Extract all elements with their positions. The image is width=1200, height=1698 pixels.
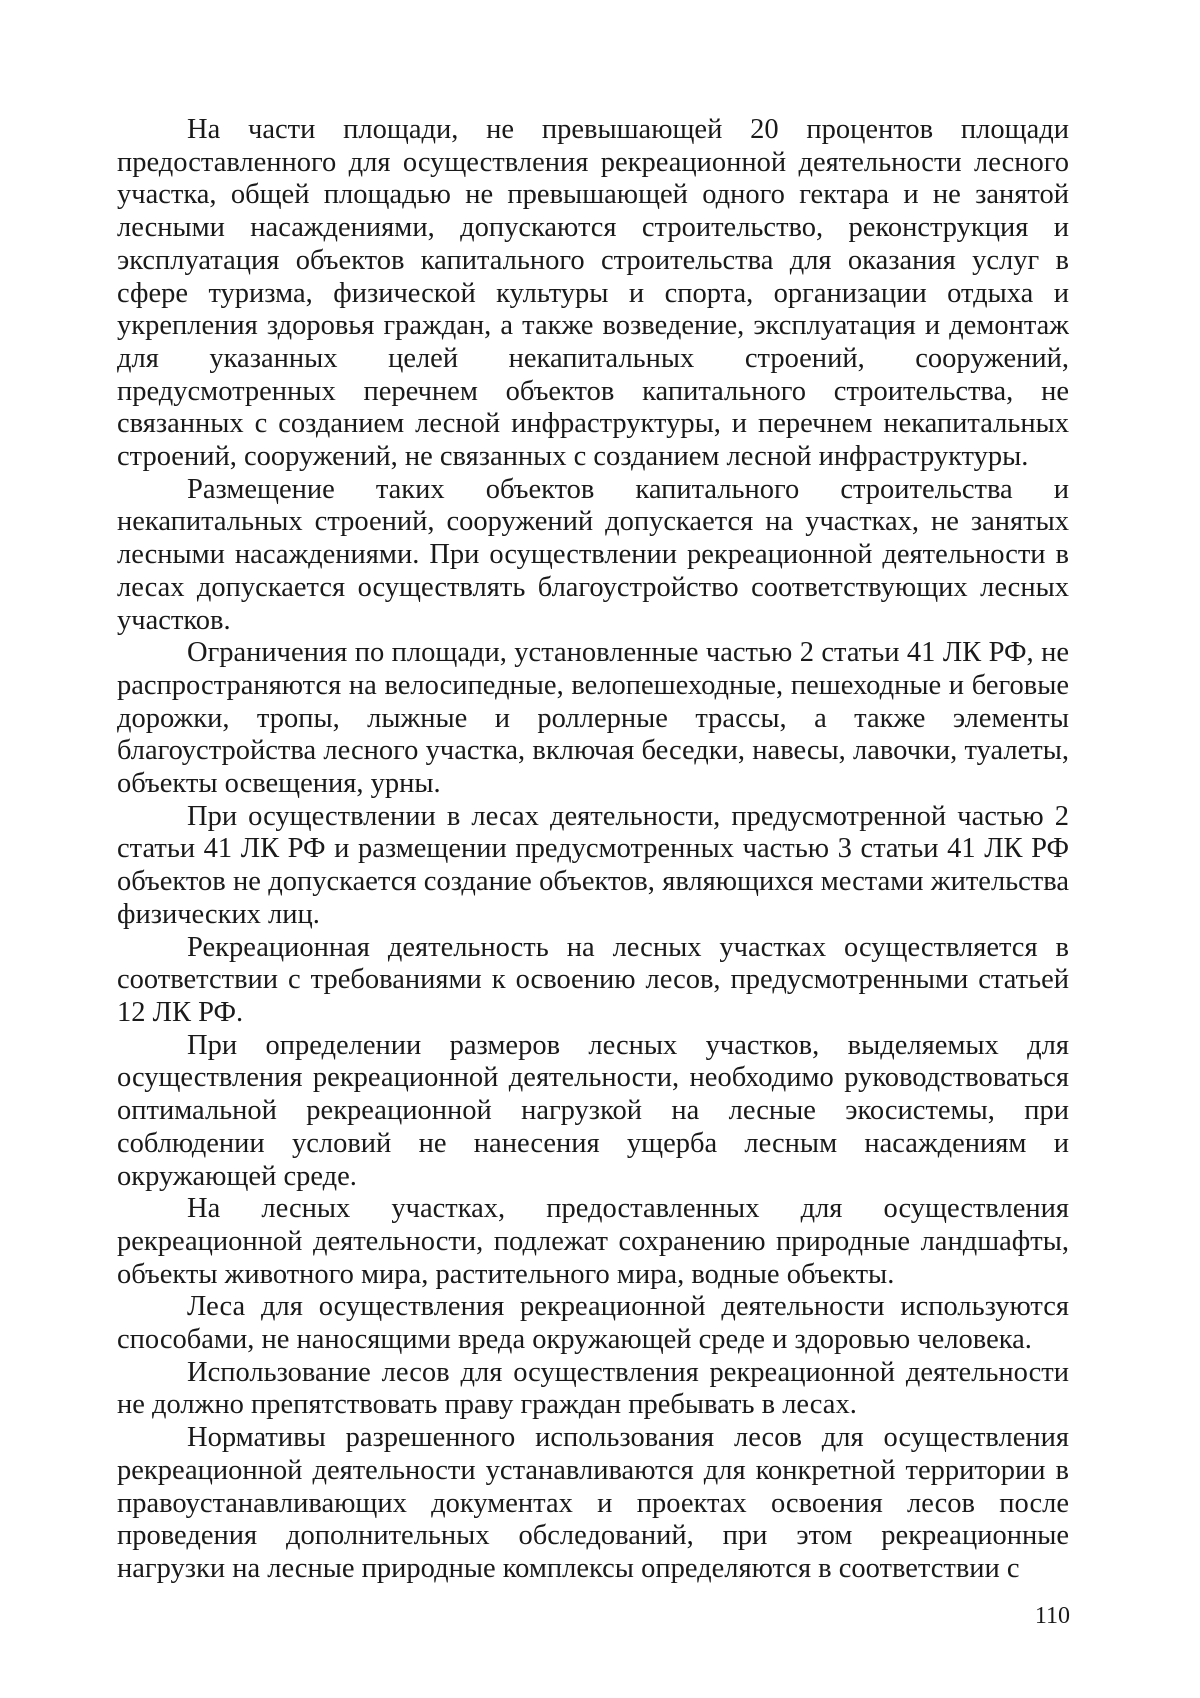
- paragraph: Ограничения по площади, установленные частью 2 статьи 41 ЛК РФ, не распространяются на велосипедные, велопешеходные, пешеходные и беговые дорожки, тропы, лыжные и роллерные трассы, а также элементы благоустройства лесного участка, включая беседки, навесы, лавочки, туалеты, объекты освещения, урны.: [117, 637, 1069, 800]
- paragraph: Размещение таких объектов капитального строительства и некапитальных строений, сооружений допускается на участках, не занятых лесными насаждениями. При осуществлении рекреационной деятельности в лесах допускается осуществлять благоустройство соответствующих лесных участков.: [117, 473, 1069, 636]
- paragraph: На части площади, не превышающей 20 процентов площади предоставленного для осуществления рекреационной деятельности лесного участка, общей площадью не превышающей одного гектара и не занятой лесными насаждениями, допускаются строительство, реконструкция и эксплуатация объектов капитального строительства для оказания услуг в сфере туризма, физической культуры и спорта, организации отдыха и укрепления здоровья граждан, а также возведение, эксплуатация и демонтаж для указанных целей некапитальных строений, сооружений, предусмотренных перечнем объектов капитального строительства, не связанных с созданием лесной инфраструктуры, и перечнем некапитальных строений, сооружений, не связанных с созданием лесной инфраструктуры.: [117, 114, 1069, 473]
- paragraph: Рекреационная деятельность на лесных участках осуществляется в соответствии с требованиями к освоению лесов, предусмотренными статьей 12 ЛК РФ.: [117, 931, 1069, 1028]
- paragraph: Использование лесов для осуществления рекреационной деятельности не должно препятствовать праву граждан пребывать в лесах.: [117, 1356, 1069, 1421]
- page-number: 110: [1034, 1603, 1070, 1629]
- paragraph: Нормативы разрешенного использования лесов для осуществления рекреационной деятельности устанавливаются для конкретной территории в правоустанавливающих документах и проектах освоения лесов после проведения дополнительных обследований, при этом рекреационные нагрузки на лесные природные комплексы определяются в соответствии с: [117, 1422, 1069, 1584]
- paragraph: Леса для осуществления рекреационной деятельности используются способами, не наносящими вреда окружающей среде и здоровью человека.: [117, 1291, 1069, 1356]
- paragraph: При осуществлении в лесах деятельности, предусмотренной частью 2 статьи 41 ЛК РФ и размещении предусмотренных частью 3 статьи 41 ЛК РФ объектов не допускается создание объектов, являющихся местами жительства физических лиц.: [117, 800, 1069, 930]
- document-body: [117, 114, 1069, 1586]
- paragraph: На лесных участках, предоставленных для осуществления рекреационной деятельности, подлежат сохранению природные ландшафты, объекты животного мира, растительного мира, водные объекты.: [117, 1193, 1069, 1290]
- paragraph: При определении размеров лесных участков, выделяемых для осуществления рекреационной деятельности, необходимо руководствоваться оптимальной рекреационной нагрузкой на лесные экосистемы, при соблюдении условий не нанесения ущерба лесным насаждениям и окружающей среде.: [117, 1029, 1069, 1192]
